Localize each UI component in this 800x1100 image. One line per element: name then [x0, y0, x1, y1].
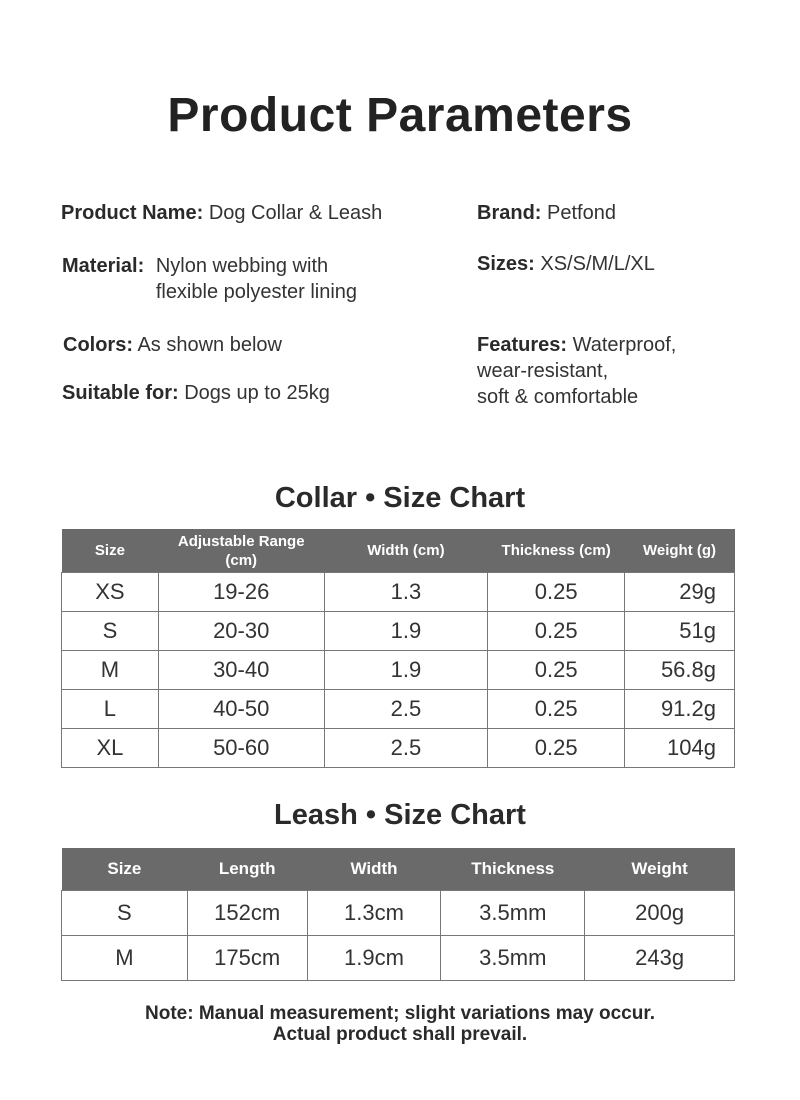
- table-cell: L: [62, 690, 159, 729]
- table-cell: 0.25: [488, 651, 625, 690]
- table-row: [62, 690, 735, 729]
- column-header: Thickness (cm): [488, 529, 625, 573]
- param-value-line: flexible polyester lining: [155, 281, 358, 303]
- table-cell: 40-50: [158, 690, 324, 729]
- column-header: Size: [62, 848, 188, 891]
- page-title: Product Parameters: [167, 89, 633, 142]
- column-header: Width (cm): [324, 529, 488, 573]
- table-cell: 1.3cm: [307, 891, 441, 936]
- table-cell: 30-40: [158, 651, 324, 690]
- column-header: Adjustable Range (cm): [158, 529, 324, 573]
- collar-chart-title: Collar • Size Chart: [274, 482, 526, 514]
- table-cell: 2.5: [324, 690, 488, 729]
- note-line: Actual product shall prevail.: [272, 1024, 528, 1045]
- param-key: Colors:: [63, 334, 133, 356]
- table-cell: 19-26: [158, 573, 324, 612]
- table-row: [62, 651, 735, 690]
- table-row: [62, 612, 735, 651]
- param-value: As shown below: [137, 334, 282, 356]
- table-row: [62, 573, 735, 612]
- table-row: [62, 891, 735, 936]
- collar-size-table: [61, 529, 735, 768]
- table-cell: 3.5mm: [441, 891, 585, 936]
- table-cell: S: [62, 891, 188, 936]
- param-value: XS/S/M/L/XL: [540, 253, 655, 275]
- table-cell: 2.5: [324, 729, 488, 768]
- param-value-line: Nylon webbing with: [155, 255, 329, 277]
- param-key: Brand:: [477, 202, 542, 224]
- param-key: Product Name:: [61, 202, 204, 224]
- table-cell: 1.3: [324, 573, 488, 612]
- column-header: Length: [187, 848, 307, 891]
- table-cell: XL: [62, 729, 159, 768]
- table-row: [62, 936, 735, 981]
- param-value-line: wear-resistant,: [477, 360, 609, 382]
- param-product-name: [61, 200, 382, 226]
- table-cell: 1.9: [324, 651, 488, 690]
- param-value-line: Waterproof,: [572, 334, 677, 356]
- table-cell: 50-60: [158, 729, 324, 768]
- param-value-line: soft & comfortable: [477, 386, 639, 408]
- table-cell: 29g: [625, 573, 735, 612]
- param-sizes: [477, 251, 655, 277]
- table-header-row: [62, 848, 735, 891]
- table-cell: 0.25: [488, 612, 625, 651]
- table-cell: 1.9: [324, 612, 488, 651]
- param-value: Dog Collar & Leash: [208, 202, 383, 224]
- table-cell: 91.2g: [625, 690, 735, 729]
- table-cell: 1.9cm: [307, 936, 441, 981]
- column-header: Weight: [585, 848, 735, 891]
- column-header: Weight (g): [625, 529, 735, 573]
- table-cell: M: [62, 651, 159, 690]
- table-cell: 0.25: [488, 573, 625, 612]
- leash-chart-title: Leash • Size Chart: [274, 799, 526, 831]
- param-key: Material:: [62, 255, 145, 277]
- column-header: Size: [62, 529, 159, 573]
- param-key: Sizes:: [477, 253, 535, 275]
- leash-size-table: [61, 848, 735, 981]
- note-line: Note: Manual measurement; slight variations may occur.: [145, 1003, 655, 1024]
- table-header-row: [62, 529, 735, 573]
- table-cell: 104g: [625, 729, 735, 768]
- param-value: Dogs up to 25kg: [184, 382, 330, 404]
- table-cell: M: [62, 936, 188, 981]
- table-cell: 56.8g: [625, 651, 735, 690]
- table-cell: XS: [62, 573, 159, 612]
- param-value: Petfond: [547, 202, 616, 224]
- table-cell: 0.25: [488, 690, 625, 729]
- table-row: [62, 729, 735, 768]
- table-cell: S: [62, 612, 159, 651]
- table-cell: 3.5mm: [441, 936, 585, 981]
- table-cell: 20-30: [158, 612, 324, 651]
- param-suitable: [62, 380, 330, 406]
- param-brand: [477, 200, 616, 226]
- table-cell: 200g: [585, 891, 735, 936]
- table-cell: 51g: [625, 612, 735, 651]
- param-material: [62, 253, 357, 305]
- param-key: Features:: [477, 334, 568, 356]
- param-colors: [63, 332, 282, 358]
- table-cell: 152cm: [187, 891, 307, 936]
- table-cell: 243g: [585, 936, 735, 981]
- column-header: Width: [307, 848, 441, 891]
- column-header: Thickness: [441, 848, 585, 891]
- table-cell: 175cm: [187, 936, 307, 981]
- disclaimer-note: [0, 1003, 800, 1045]
- table-cell: 0.25: [488, 729, 625, 768]
- param-features: [477, 332, 676, 410]
- param-key: Suitable for:: [62, 382, 179, 404]
